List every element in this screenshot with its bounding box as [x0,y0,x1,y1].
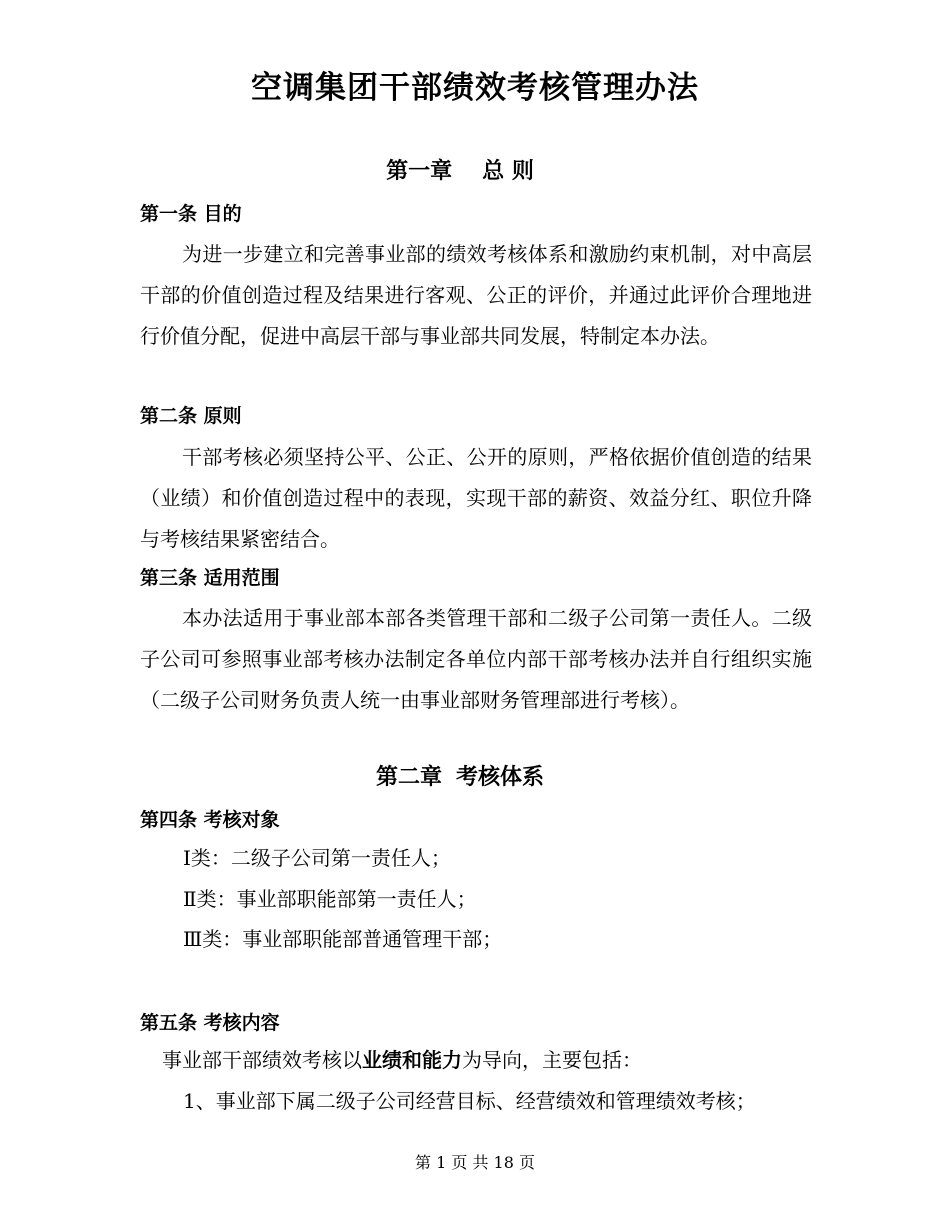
chapter-1-number: 第一章 [386,159,453,184]
chapter-1-name: 总 则 [482,159,534,184]
assessment-target-item: Ⅱ类：事业部职能部第一责任人； [183,887,477,911]
article-5-intro-before: 事业部干部绩效考核以 [162,1048,362,1072]
article-5-intro [162,1045,642,1075]
article-3-heading: 第三条 适用范围 [140,567,280,589]
article-5-item-1: 1、事业部下属二级子公司经营目标、经营绩效和管理绩效考核； [183,1089,756,1113]
article-3-text: 本办法适用于事业部本部各类管理干部和二级子公司第一责任人。二级子公司可参照事业部考核办法制定各单位内部干部考核办法并自行组织实施（二级子公司财务负责人统一由事业部财务管理部进行考核）。 [140,606,812,712]
chapter-1-heading [0,156,920,188]
article-5-intro-after: 为导向，主要包括： [462,1048,642,1072]
article-2-text: 干部考核必须坚持公平、公正、公开的原则，严格依据价值创造的结果（业绩）和价值创造过程中的表现，实现干部的薪资、效益分红、职位升降与考核结果紧密结合。 [140,445,812,551]
article-2-heading: 第二条 原则 [140,405,242,427]
article-1-text: 为进一步建立和完善事业部的绩效考核体系和激励约束机制，对中高层干部的价值创造过程及结果进行客观、公正的评价，并通过此评价合理地进行价值分配，促进中高层干部与事业部共同发展，特制定本办法。 [140,242,812,348]
chapter-2-number: 第二章 [375,765,442,790]
page-footer: 第 1 页 共 18 页 [415,1153,535,1172]
article-5-intro-emphasis: 业绩和能力 [362,1048,462,1072]
article-1-heading: 第一条 目的 [140,203,242,225]
assessment-target-item: Ⅰ类：二级子公司第一责任人； [183,846,451,870]
assessment-target-item: Ⅲ类：事业部职能部普通管理干部； [183,927,503,951]
article-5-heading: 第五条 考核内容 [140,1012,280,1034]
article-4-heading: 第四条 考核对象 [140,809,280,831]
chapter-2-name: 考核体系 [456,765,545,790]
document-title: 空调集团干部绩效考核管理办法 [251,70,699,106]
chapter-2-heading [0,762,920,794]
